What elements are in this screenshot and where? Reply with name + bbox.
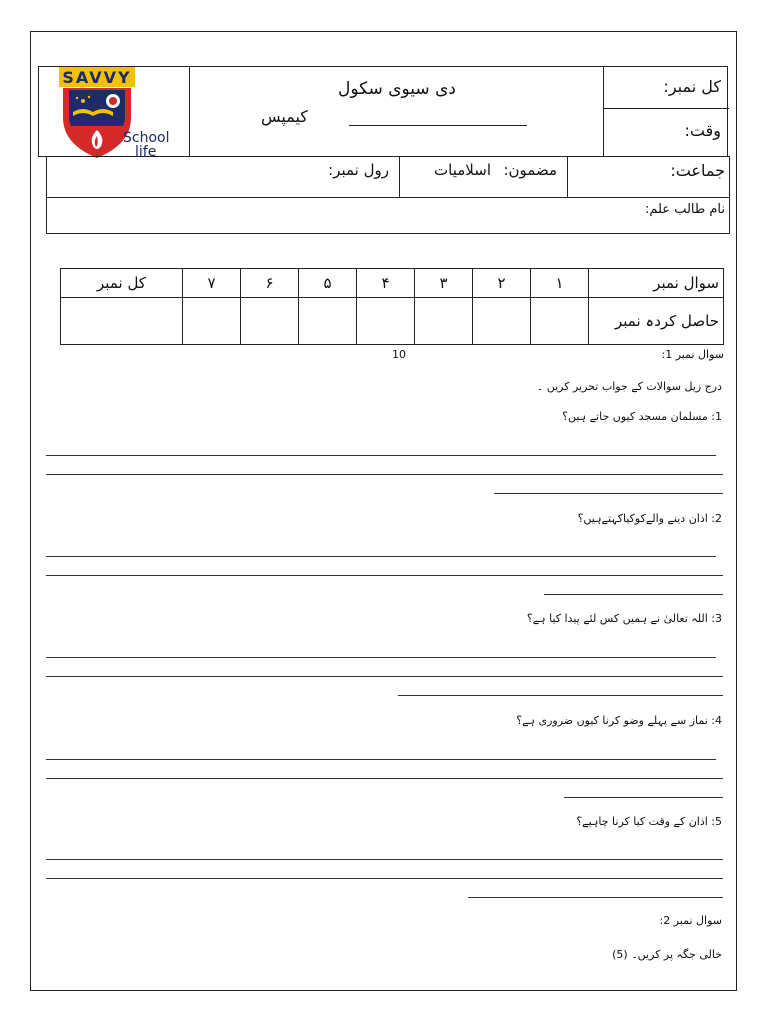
roll-number-label: رول نمبر:	[328, 161, 389, 179]
time-label: وقت:	[684, 121, 721, 140]
campus-blank-line	[349, 125, 527, 126]
answer-line	[46, 859, 723, 860]
answer-line	[46, 474, 723, 475]
marks-cell	[415, 298, 473, 345]
question-5: 5: اذان کے وقت کیا کرنا چاہیے؟	[576, 815, 722, 828]
answer-line	[494, 493, 723, 494]
student-name-row	[46, 197, 730, 234]
answer-line	[46, 556, 716, 557]
question-1: 1: مسلمان مسجد کیوں جاتے ہیں؟	[562, 410, 722, 423]
answer-line	[46, 657, 716, 658]
total-marks-header: کل نمبر	[61, 269, 183, 298]
header-divider	[603, 108, 729, 109]
svg-text:life: life	[135, 144, 157, 158]
header-divider	[603, 67, 604, 156]
svg-text:SAVVY: SAVVY	[62, 68, 132, 87]
answer-line	[544, 594, 723, 595]
marks-cell	[473, 298, 531, 345]
marks-cell	[183, 298, 241, 345]
answer-line	[468, 897, 723, 898]
section2-title: سوال نمبر 2:	[659, 914, 722, 927]
marks-cell	[299, 298, 357, 345]
question-number-cell: ۴	[357, 269, 415, 298]
section1-marks: 10	[392, 348, 406, 361]
marks-cell	[61, 298, 183, 345]
question-number-header: سوال نمبر	[589, 269, 724, 298]
class-info-row	[46, 156, 730, 198]
section1-title: سوال نمبر 1:	[661, 348, 724, 361]
marks-obtained-header: حاصل کردہ نمبر	[589, 298, 724, 345]
campus-label: کیمپس	[261, 107, 308, 126]
question-2: 2: اذان دینے والےکوکیاکہتےہیں؟	[577, 512, 722, 525]
answer-line	[46, 676, 723, 677]
question-number-cell: ۳	[415, 269, 473, 298]
question-number-cell: ۱	[531, 269, 589, 298]
row-divider	[567, 157, 568, 197]
question-number-cell: ۷	[183, 269, 241, 298]
answer-line	[46, 575, 723, 576]
school-name: دی سیوی سکول	[338, 79, 456, 99]
answer-line	[46, 778, 723, 779]
answer-line	[46, 759, 716, 760]
subject-value: اسلامیات	[434, 161, 491, 179]
question-number-cell: ۵	[299, 269, 357, 298]
total-marks-label: کل نمبر:	[663, 77, 721, 96]
answer-line	[564, 797, 723, 798]
marks-cell	[357, 298, 415, 345]
svg-text:School: School	[123, 130, 170, 146]
section1-instruction: درج زیل سوالات کے جواب تحریر کریں ۔	[536, 380, 722, 393]
marks-cell	[531, 298, 589, 345]
answer-line	[46, 455, 716, 456]
marks-cell	[241, 298, 299, 345]
answer-line	[46, 878, 723, 879]
question-4: 4: نماز سے پہلے وضو کرنا کیوں ضروری ہے؟	[516, 714, 722, 727]
question-number-cell: ۲	[473, 269, 531, 298]
question-3: 3: اللہ تعالیٰ نے ہمیں کس لئے پیدا کیا ہے؟	[526, 612, 722, 625]
answer-line	[398, 695, 723, 696]
header-table	[38, 66, 728, 157]
subject-label: مضمون:	[503, 161, 557, 179]
marks-table	[60, 268, 724, 345]
section2-instruction: خالی جگہ پر کریں۔ (5)	[612, 948, 722, 961]
class-label: جماعت:	[670, 161, 725, 180]
question-number-cell: ۶	[241, 269, 299, 298]
savvy-logo-graphic	[53, 66, 173, 158]
student-name-label: نام طالب علم:	[644, 202, 725, 217]
school-logo	[53, 66, 173, 158]
row-divider	[399, 157, 400, 197]
header-divider	[189, 67, 190, 156]
